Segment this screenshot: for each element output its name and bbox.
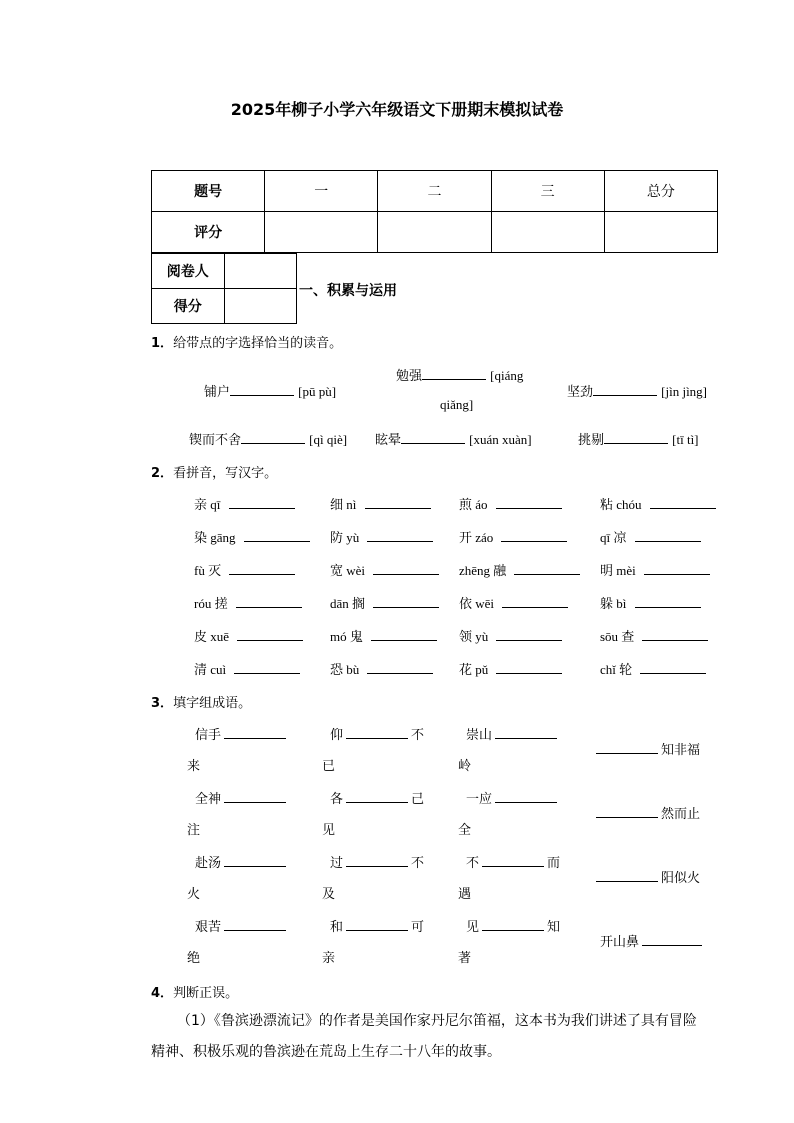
pinyin-item xyxy=(194,560,295,579)
score-header-cell: 题号 xyxy=(152,171,265,212)
answer-blank[interactable] xyxy=(346,854,408,867)
answer-blank[interactable] xyxy=(241,431,305,444)
answer-blank[interactable] xyxy=(482,918,544,931)
score-cell[interactable] xyxy=(378,212,491,253)
pinyin-item xyxy=(459,626,562,645)
pinyin-label: 防 yù xyxy=(330,530,360,545)
question-text: 判断正误。 xyxy=(173,986,239,1001)
score-table xyxy=(151,170,718,253)
score-row-label: 评分 xyxy=(152,212,265,253)
q1-item-pinyin-cont: qiǎng] xyxy=(440,397,474,412)
idiom-item: 崇山 xyxy=(466,724,560,743)
q1-item: 眩晕 [xuán xuàn] xyxy=(375,432,532,448)
answer-blank[interactable] xyxy=(373,595,439,608)
answer-blank[interactable] xyxy=(401,431,465,444)
pinyin-label: 细 nì xyxy=(330,497,357,512)
answer-blank[interactable] xyxy=(495,726,557,739)
pinyin-label: sōu 查 xyxy=(600,629,635,644)
score-header-cell: 二 xyxy=(378,171,491,212)
idiom-item-cont: 注 xyxy=(187,823,201,838)
pinyin-item xyxy=(600,593,701,612)
pinyin-label: 宽 wèi xyxy=(330,563,366,578)
score-header-cell: 一 xyxy=(265,171,378,212)
question-number: 4 xyxy=(151,986,161,1001)
pinyin-label: 花 pǔ xyxy=(459,662,489,677)
pinyin-item xyxy=(459,659,562,678)
answer-blank[interactable] xyxy=(237,628,303,641)
score-table-header-row xyxy=(152,171,718,212)
pinyin-label: dān 搁 xyxy=(330,596,366,611)
pinyin-item xyxy=(330,527,433,546)
answer-blank[interactable] xyxy=(234,661,300,674)
idiom-item: 然而止 xyxy=(593,803,700,822)
q1-item: 勉强 [qiáng xyxy=(396,368,524,384)
answer-blank[interactable] xyxy=(642,933,702,946)
answer-blank[interactable] xyxy=(596,805,658,818)
question-4: 4．判断正误。 xyxy=(151,986,239,1001)
idiom-item: 全神 xyxy=(195,788,289,807)
pinyin-label: 明 mèi xyxy=(600,563,636,578)
answer-blank[interactable] xyxy=(244,529,310,542)
score-header-cell: 总分 xyxy=(604,171,717,212)
answer-blank[interactable] xyxy=(596,869,658,882)
idiom-item-cont: 已 xyxy=(322,759,336,774)
answer-blank[interactable] xyxy=(495,790,557,803)
idiom-item-cont: 绝 xyxy=(187,951,201,966)
answer-blank[interactable] xyxy=(593,383,657,396)
pinyin-item xyxy=(330,626,437,645)
idiom-item: 赴汤 xyxy=(195,852,289,871)
answer-blank[interactable] xyxy=(224,918,286,931)
idiom-item-cont: 著 xyxy=(458,951,472,966)
pinyin-item xyxy=(459,593,568,612)
answer-blank[interactable] xyxy=(230,383,294,396)
pinyin-item xyxy=(600,494,716,513)
q1-item: 铺户 [pū pù] xyxy=(204,384,337,400)
pinyin-label: chǐ 轮 xyxy=(600,662,633,677)
judgement-statement-line: 精神、积极乐观的鲁滨逊在荒岛上生存二十八年的故事。 xyxy=(151,1044,501,1060)
answer-blank[interactable] xyxy=(650,496,716,509)
idiom-item-cont: 全 xyxy=(458,823,472,838)
question-number: 1 xyxy=(151,336,161,351)
answer-blank[interactable] xyxy=(644,562,710,575)
pinyin-item xyxy=(600,626,708,645)
q1-item: 锲而不舍 [qì qiè] xyxy=(189,432,348,448)
pinyin-label: 清 cuì xyxy=(194,662,227,677)
pinyin-item xyxy=(194,494,295,513)
answer-blank[interactable] xyxy=(502,595,568,608)
section-heading: 一、积累与运用 xyxy=(299,283,397,299)
grader-table xyxy=(151,253,297,324)
q1-item: 坚劲 [jìn jìng] xyxy=(567,384,708,400)
answer-blank[interactable] xyxy=(482,854,544,867)
pinyin-label: zhēng 融 xyxy=(459,563,507,578)
score-cell[interactable] xyxy=(491,212,604,253)
pinyin-item xyxy=(330,494,431,513)
pinyin-item xyxy=(330,659,433,678)
pinyin-label: 躲 bì xyxy=(600,596,627,611)
answer-blank[interactable] xyxy=(365,496,431,509)
idiom-item-cont: 及 xyxy=(322,887,336,902)
answer-blank[interactable] xyxy=(346,918,408,931)
pinyin-label: 亲 qī xyxy=(194,497,221,512)
pinyin-item xyxy=(459,560,580,579)
question-2: 2．看拼音，写汉字。 xyxy=(151,466,278,481)
pinyin-item xyxy=(330,560,439,579)
pinyin-label: 领 yù xyxy=(459,629,489,644)
pinyin-item xyxy=(600,560,710,579)
pinyin-label: mó 鬼 xyxy=(330,629,363,644)
idiom-item: 和 可 xyxy=(330,920,425,935)
question-text: 看拼音，写汉字。 xyxy=(173,466,278,481)
answer-blank[interactable] xyxy=(496,628,562,641)
answer-blank[interactable] xyxy=(224,854,286,867)
answer-blank[interactable] xyxy=(224,726,286,739)
score-cell[interactable] xyxy=(604,212,717,253)
idiom-item: 艰苦 xyxy=(195,916,289,935)
answer-blank[interactable] xyxy=(229,562,295,575)
pinyin-item xyxy=(330,593,439,612)
pinyin-item xyxy=(194,527,310,546)
idiom-item: 不 而 xyxy=(466,856,561,871)
answer-blank[interactable] xyxy=(346,726,408,739)
pinyin-item xyxy=(459,527,567,546)
pinyin-label: 依 wēi xyxy=(459,596,495,611)
question-number: 2 xyxy=(151,466,161,481)
answer-blank[interactable] xyxy=(367,661,433,674)
answer-blank[interactable] xyxy=(596,741,658,754)
score-label: 得分 xyxy=(152,289,225,324)
pinyin-label: 开 záo xyxy=(459,530,494,545)
idiom-item: 各 己 xyxy=(330,792,425,807)
pinyin-label: 恐 bù xyxy=(330,662,360,677)
idiom-item: 过 不 xyxy=(330,856,425,871)
pinyin-item xyxy=(194,659,300,678)
idiom-item-cont: 遇 xyxy=(458,887,472,902)
answer-blank[interactable] xyxy=(224,790,286,803)
answer-blank[interactable] xyxy=(514,562,580,575)
page-title: 2025年柳子小学六年级语文下册期末模拟试卷 xyxy=(230,100,564,119)
q1-item: 挑剔 [tī tì] xyxy=(578,432,699,448)
idiom-item: 信手 xyxy=(195,724,289,743)
idiom-item-cont: 来 xyxy=(187,759,201,774)
judgement-statement-line: （1）《鲁滨逊漂流记》的作者是美国作家丹尼尔笛福，这本书为我们讲述了具有冒险 xyxy=(177,1013,697,1029)
pinyin-item xyxy=(459,494,562,513)
answer-blank[interactable] xyxy=(229,496,295,509)
answer-blank[interactable] xyxy=(604,431,668,444)
idiom-item: 一应 xyxy=(466,788,560,807)
answer-blank[interactable] xyxy=(422,367,486,380)
grader-score-cell[interactable] xyxy=(224,289,297,324)
idiom-item: 阳似火 xyxy=(593,867,700,886)
pinyin-item xyxy=(194,626,303,645)
pinyin-label: 粘 chóu xyxy=(600,497,642,512)
idiom-item: 见 知 xyxy=(466,920,561,935)
answer-blank[interactable] xyxy=(642,628,708,641)
answer-blank[interactable] xyxy=(496,496,562,509)
pinyin-label: qī 凉 xyxy=(600,530,627,545)
score-table-score-row xyxy=(152,212,718,253)
idiom-item: 知非福 xyxy=(593,739,700,758)
score-header-cell: 三 xyxy=(491,171,604,212)
question-1: 1．给带点的字选择恰当的读音。 xyxy=(151,336,343,351)
pinyin-label: 皮 xuē xyxy=(194,629,230,644)
score-cell[interactable] xyxy=(265,212,378,253)
pinyin-item xyxy=(600,659,706,678)
answer-blank[interactable] xyxy=(635,595,701,608)
pinyin-label: róu 搓 xyxy=(194,596,228,611)
answer-blank[interactable] xyxy=(501,529,567,542)
answer-blank[interactable] xyxy=(346,790,408,803)
question-number: 3 xyxy=(151,696,161,711)
idiom-item: 仰 不 xyxy=(330,728,425,743)
question-text: 给带点的字选择恰当的读音。 xyxy=(173,336,343,351)
idiom-item-cont: 岭 xyxy=(458,759,472,774)
question-text: 填字组成语。 xyxy=(173,696,252,711)
pinyin-item xyxy=(600,527,701,546)
question-3: 3．填字组成语。 xyxy=(151,696,252,711)
idiom-item-cont: 火 xyxy=(187,887,201,902)
pinyin-label: 染 gāng xyxy=(194,530,236,545)
idiom-item-cont: 见 xyxy=(322,823,336,838)
answer-blank[interactable] xyxy=(496,661,562,674)
answer-blank[interactable] xyxy=(640,661,706,674)
answer-blank[interactable] xyxy=(371,628,437,641)
idiom-item-cont: 亲 xyxy=(322,951,336,966)
answer-blank[interactable] xyxy=(367,529,433,542)
pinyin-label: fù 灭 xyxy=(194,563,222,578)
pinyin-item xyxy=(194,593,302,612)
answer-blank[interactable] xyxy=(236,595,302,608)
reviewer-cell[interactable] xyxy=(224,254,297,289)
answer-blank[interactable] xyxy=(635,529,701,542)
reviewer-label: 阅卷人 xyxy=(152,254,225,289)
idiom-item: 开山鼻 xyxy=(600,931,705,950)
answer-blank[interactable] xyxy=(373,562,439,575)
pinyin-label: 煎 áo xyxy=(459,497,488,512)
